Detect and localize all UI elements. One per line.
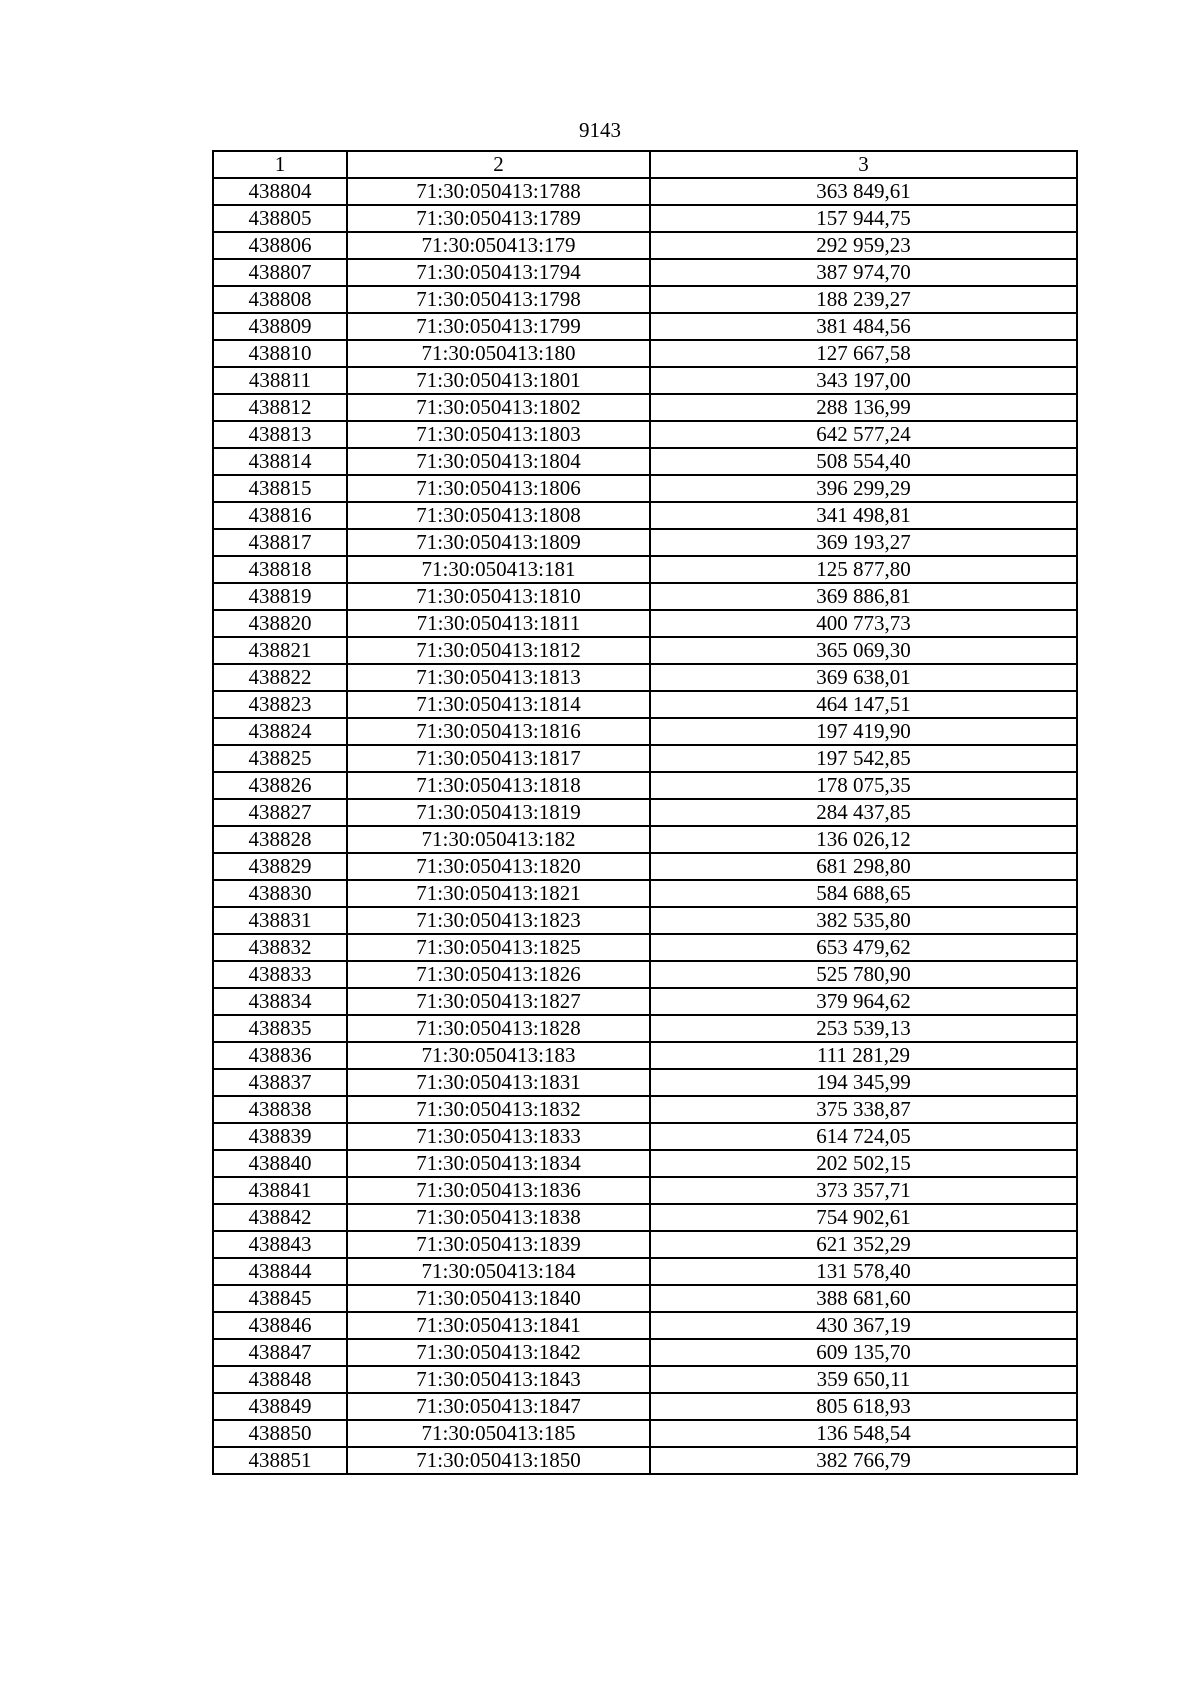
value-cell: 396 299,29 — [650, 475, 1077, 502]
cadastral-number-cell: 71:30:050413:1813 — [347, 664, 650, 691]
cadastral-number-cell: 71:30:050413:1827 — [347, 988, 650, 1015]
row-number-cell: 438815 — [213, 475, 347, 502]
value-cell: 343 197,00 — [650, 367, 1077, 394]
page-number: 9143 — [579, 118, 621, 142]
value-cell: 653 479,62 — [650, 934, 1077, 961]
cadastral-number-cell: 71:30:050413:1820 — [347, 853, 650, 880]
cadastral-number-cell: 71:30:050413:1818 — [347, 772, 650, 799]
row-number-cell: 438825 — [213, 745, 347, 772]
value-cell: 400 773,73 — [650, 610, 1077, 637]
table-row — [213, 664, 1077, 691]
cadastral-number-cell: 71:30:050413:1801 — [347, 367, 650, 394]
row-number-cell: 438810 — [213, 340, 347, 367]
cadastral-number-cell: 71:30:050413:1809 — [347, 529, 650, 556]
table-row — [213, 286, 1077, 313]
table-row — [213, 367, 1077, 394]
cadastral-number-cell: 71:30:050413:1826 — [347, 961, 650, 988]
cadastral-number-cell: 71:30:050413:1843 — [347, 1366, 650, 1393]
row-number-cell: 438835 — [213, 1015, 347, 1042]
cadastral-number-cell: 71:30:050413:1799 — [347, 313, 650, 340]
table-row — [213, 421, 1077, 448]
table-row — [213, 610, 1077, 637]
cadastral-number-cell: 71:30:050413:1838 — [347, 1204, 650, 1231]
value-cell: 382 766,79 — [650, 1447, 1077, 1474]
table-row — [213, 1096, 1077, 1123]
value-cell: 178 075,35 — [650, 772, 1077, 799]
table-row — [213, 313, 1077, 340]
table-row — [213, 1420, 1077, 1447]
cadastral-number-cell: 71:30:050413:1836 — [347, 1177, 650, 1204]
cadastral-number-cell: 71:30:050413:1788 — [347, 178, 650, 205]
header-col-2: 2 — [347, 151, 650, 178]
table-row — [213, 1366, 1077, 1393]
row-number-cell: 438844 — [213, 1258, 347, 1285]
row-number-cell: 438850 — [213, 1420, 347, 1447]
value-cell: 369 193,27 — [650, 529, 1077, 556]
value-cell: 197 419,90 — [650, 718, 1077, 745]
table-row — [213, 394, 1077, 421]
cadastral-number-cell: 71:30:050413:1842 — [347, 1339, 650, 1366]
value-cell: 379 964,62 — [650, 988, 1077, 1015]
table-row — [213, 745, 1077, 772]
table-row — [213, 502, 1077, 529]
row-number-cell: 438816 — [213, 502, 347, 529]
row-number-cell: 438847 — [213, 1339, 347, 1366]
value-cell: 202 502,15 — [650, 1150, 1077, 1177]
header-row — [213, 151, 1077, 178]
row-number-cell: 438846 — [213, 1312, 347, 1339]
value-cell: 127 667,58 — [650, 340, 1077, 367]
row-number-cell: 438814 — [213, 448, 347, 475]
row-number-cell: 438837 — [213, 1069, 347, 1096]
cadastral-number-cell: 71:30:050413:1834 — [347, 1150, 650, 1177]
cadastral-number-cell: 71:30:050413:1833 — [347, 1123, 650, 1150]
table-row — [213, 961, 1077, 988]
value-cell: 464 147,51 — [650, 691, 1077, 718]
row-number-cell: 438833 — [213, 961, 347, 988]
row-number-cell: 438843 — [213, 1231, 347, 1258]
row-number-cell: 438817 — [213, 529, 347, 556]
cadastral-number-cell: 71:30:050413:184 — [347, 1258, 650, 1285]
value-cell: 194 345,99 — [650, 1069, 1077, 1096]
value-cell: 584 688,65 — [650, 880, 1077, 907]
value-cell: 365 069,30 — [650, 637, 1077, 664]
row-number-cell: 438842 — [213, 1204, 347, 1231]
table-row — [213, 907, 1077, 934]
header-col-3: 3 — [650, 151, 1077, 178]
table-body — [213, 178, 1077, 1474]
cadastral-number-cell: 71:30:050413:1828 — [347, 1015, 650, 1042]
cadastral-number-cell: 71:30:050413:185 — [347, 1420, 650, 1447]
row-number-cell: 438836 — [213, 1042, 347, 1069]
row-number-cell: 438805 — [213, 205, 347, 232]
table-row — [213, 1285, 1077, 1312]
cadastral-number-cell: 71:30:050413:1804 — [347, 448, 650, 475]
row-number-cell: 438839 — [213, 1123, 347, 1150]
cadastral-number-cell: 71:30:050413:1816 — [347, 718, 650, 745]
cadastral-number-cell: 71:30:050413:1811 — [347, 610, 650, 637]
row-number-cell: 438812 — [213, 394, 347, 421]
table-header — [213, 151, 1077, 178]
cadastral-number-cell: 71:30:050413:1810 — [347, 583, 650, 610]
table-row — [213, 529, 1077, 556]
table-row — [213, 259, 1077, 286]
cadastral-number-cell: 71:30:050413:1817 — [347, 745, 650, 772]
cadastral-number-cell: 71:30:050413:1823 — [347, 907, 650, 934]
cadastral-number-cell: 71:30:050413:181 — [347, 556, 650, 583]
table-row — [213, 1447, 1077, 1474]
row-number-cell: 438824 — [213, 718, 347, 745]
table-row — [213, 1204, 1077, 1231]
row-number-cell: 438827 — [213, 799, 347, 826]
value-cell: 621 352,29 — [650, 1231, 1077, 1258]
value-cell: 382 535,80 — [650, 907, 1077, 934]
row-number-cell: 438823 — [213, 691, 347, 718]
row-number-cell: 438845 — [213, 1285, 347, 1312]
cadastral-number-cell: 71:30:050413:1839 — [347, 1231, 650, 1258]
value-cell: 369 638,01 — [650, 664, 1077, 691]
cadastral-number-cell: 71:30:050413:1821 — [347, 880, 650, 907]
table-row — [213, 1231, 1077, 1258]
row-number-cell: 438820 — [213, 610, 347, 637]
header-col-1: 1 — [213, 151, 347, 178]
row-number-cell: 438840 — [213, 1150, 347, 1177]
value-cell: 609 135,70 — [650, 1339, 1077, 1366]
value-cell: 525 780,90 — [650, 961, 1077, 988]
table-row — [213, 1312, 1077, 1339]
table-row — [213, 556, 1077, 583]
value-cell: 805 618,93 — [650, 1393, 1077, 1420]
row-number-cell: 438822 — [213, 664, 347, 691]
register-table — [212, 150, 1078, 1475]
row-number-cell: 438807 — [213, 259, 347, 286]
value-cell: 754 902,61 — [650, 1204, 1077, 1231]
row-number-cell: 438830 — [213, 880, 347, 907]
row-number-cell: 438804 — [213, 178, 347, 205]
row-number-cell: 438849 — [213, 1393, 347, 1420]
value-cell: 373 357,71 — [650, 1177, 1077, 1204]
cadastral-number-cell: 71:30:050413:1825 — [347, 934, 650, 961]
cadastral-number-cell: 71:30:050413:1831 — [347, 1069, 650, 1096]
cadastral-number-cell: 71:30:050413:1819 — [347, 799, 650, 826]
table-row — [213, 583, 1077, 610]
table-row — [213, 1015, 1077, 1042]
row-number-cell: 438813 — [213, 421, 347, 448]
value-cell: 642 577,24 — [650, 421, 1077, 448]
cadastral-number-cell: 71:30:050413:1812 — [347, 637, 650, 664]
table-row — [213, 826, 1077, 853]
table-row — [213, 1393, 1077, 1420]
table-row — [213, 205, 1077, 232]
cadastral-number-cell: 71:30:050413:1808 — [347, 502, 650, 529]
value-cell: 131 578,40 — [650, 1258, 1077, 1285]
row-number-cell: 438818 — [213, 556, 347, 583]
cadastral-number-cell: 71:30:050413:1814 — [347, 691, 650, 718]
cadastral-number-cell: 71:30:050413:1794 — [347, 259, 650, 286]
table-row — [213, 853, 1077, 880]
value-cell: 359 650,11 — [650, 1366, 1077, 1393]
row-number-cell: 438848 — [213, 1366, 347, 1393]
table-row — [213, 1258, 1077, 1285]
table-row — [213, 718, 1077, 745]
value-cell: 284 437,85 — [650, 799, 1077, 826]
value-cell: 136 026,12 — [650, 826, 1077, 853]
cadastral-number-cell: 71:30:050413:1802 — [347, 394, 650, 421]
value-cell: 111 281,29 — [650, 1042, 1077, 1069]
value-cell: 388 681,60 — [650, 1285, 1077, 1312]
table-row — [213, 178, 1077, 205]
row-number-cell: 438826 — [213, 772, 347, 799]
table-row — [213, 1339, 1077, 1366]
row-number-cell: 438828 — [213, 826, 347, 853]
value-cell: 430 367,19 — [650, 1312, 1077, 1339]
cadastral-number-cell: 71:30:050413:1789 — [347, 205, 650, 232]
row-number-cell: 438806 — [213, 232, 347, 259]
value-cell: 681 298,80 — [650, 853, 1077, 880]
value-cell: 197 542,85 — [650, 745, 1077, 772]
row-number-cell: 438834 — [213, 988, 347, 1015]
value-cell: 288 136,99 — [650, 394, 1077, 421]
table-row — [213, 232, 1077, 259]
value-cell: 508 554,40 — [650, 448, 1077, 475]
row-number-cell: 438821 — [213, 637, 347, 664]
value-cell: 381 484,56 — [650, 313, 1077, 340]
table-row — [213, 799, 1077, 826]
cadastral-number-cell: 71:30:050413:1798 — [347, 286, 650, 313]
row-number-cell: 438811 — [213, 367, 347, 394]
table-row — [213, 637, 1077, 664]
value-cell: 136 548,54 — [650, 1420, 1077, 1447]
row-number-cell: 438838 — [213, 1096, 347, 1123]
cadastral-number-cell: 71:30:050413:183 — [347, 1042, 650, 1069]
table-row — [213, 1042, 1077, 1069]
value-cell: 157 944,75 — [650, 205, 1077, 232]
row-number-cell: 438808 — [213, 286, 347, 313]
table-row — [213, 691, 1077, 718]
row-number-cell: 438829 — [213, 853, 347, 880]
row-number-cell: 438851 — [213, 1447, 347, 1474]
row-number-cell: 438809 — [213, 313, 347, 340]
table-row — [213, 1150, 1077, 1177]
cadastral-number-cell: 71:30:050413:180 — [347, 340, 650, 367]
cadastral-number-cell: 71:30:050413:182 — [347, 826, 650, 853]
table-row — [213, 880, 1077, 907]
cadastral-number-cell: 71:30:050413:1832 — [347, 1096, 650, 1123]
value-cell: 363 849,61 — [650, 178, 1077, 205]
value-cell: 387 974,70 — [650, 259, 1077, 286]
value-cell: 188 239,27 — [650, 286, 1077, 313]
cadastral-number-cell: 71:30:050413:1841 — [347, 1312, 650, 1339]
value-cell: 253 539,13 — [650, 1015, 1077, 1042]
table-row — [213, 475, 1077, 502]
table-row — [213, 340, 1077, 367]
row-number-cell: 438832 — [213, 934, 347, 961]
cadastral-number-cell: 71:30:050413:1847 — [347, 1393, 650, 1420]
table-row — [213, 448, 1077, 475]
value-cell: 341 498,81 — [650, 502, 1077, 529]
value-cell: 614 724,05 — [650, 1123, 1077, 1150]
row-number-cell: 438831 — [213, 907, 347, 934]
table-row — [213, 1123, 1077, 1150]
cadastral-number-cell: 71:30:050413:1850 — [347, 1447, 650, 1474]
table-row — [213, 934, 1077, 961]
cadastral-number-cell: 71:30:050413:1803 — [347, 421, 650, 448]
table-row — [213, 1177, 1077, 1204]
cadastral-number-cell: 71:30:050413:1806 — [347, 475, 650, 502]
value-cell: 369 886,81 — [650, 583, 1077, 610]
row-number-cell: 438819 — [213, 583, 347, 610]
value-cell: 375 338,87 — [650, 1096, 1077, 1123]
value-cell: 292 959,23 — [650, 232, 1077, 259]
value-cell: 125 877,80 — [650, 556, 1077, 583]
cadastral-number-cell: 71:30:050413:1840 — [347, 1285, 650, 1312]
table-row — [213, 1069, 1077, 1096]
cadastral-number-cell: 71:30:050413:179 — [347, 232, 650, 259]
table-row — [213, 772, 1077, 799]
table-row — [213, 988, 1077, 1015]
row-number-cell: 438841 — [213, 1177, 347, 1204]
